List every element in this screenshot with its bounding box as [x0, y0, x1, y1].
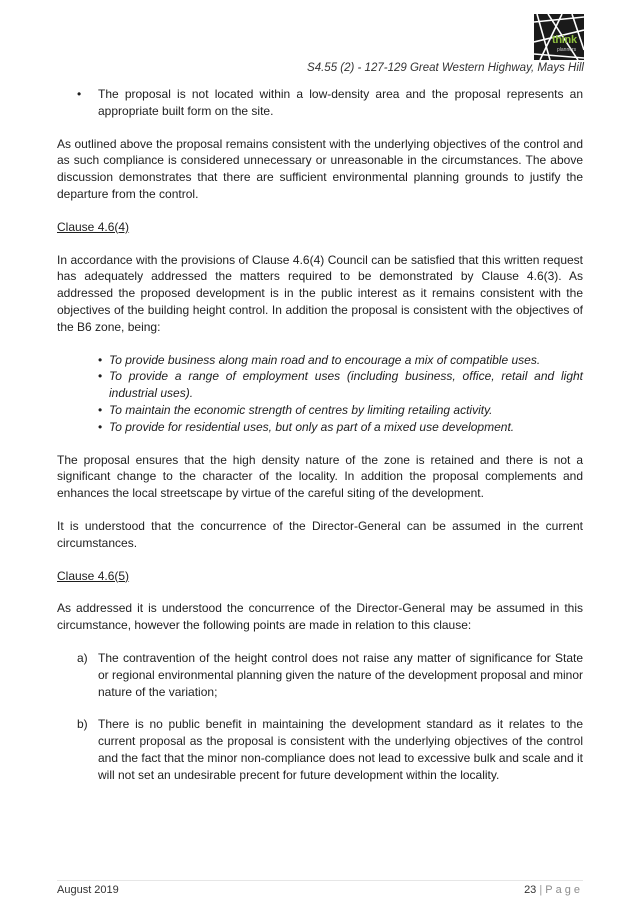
objective-item: • To provide business along main road and to encourage a mix of compatible uses. — [98, 352, 541, 367]
page-content — [57, 86, 583, 784]
bullet-icon: • — [98, 369, 103, 384]
page-label: Page — [545, 884, 583, 896]
objective-item: • To maintain the economic strength of centres by limiting retailing activity. — [98, 402, 493, 417]
point-text: The contravention of the height control does not raise any matter of significance for State or regional environmental planning given the nature of the development proposal and minor nature of the variation; — [98, 650, 583, 699]
point-item — [57, 716, 583, 783]
bullet-icon: • — [77, 87, 82, 101]
objective-item: • To provide for residential uses, but only as part of a mixed use development. — [98, 419, 515, 434]
point-item — [57, 650, 583, 700]
bullet-icon: • — [98, 352, 103, 367]
objective-item: • To provide a range of employment uses (including business, office, retail and light industrial uses). — [98, 369, 583, 401]
footer-date: August 2019 — [57, 884, 119, 896]
page-number: 23 — [524, 884, 537, 896]
bullet-icon: • — [98, 402, 103, 417]
heading-clause-4-6-4: Clause 4.6(4) — [57, 219, 130, 234]
heading-clause-4-6-5: Clause 4.6(5) — [57, 568, 130, 583]
bullet-icon: • — [98, 419, 103, 434]
paragraph-concurrence: It is understood that the concurrence of the Director-General can be assumed in the current circumstances. — [57, 518, 583, 550]
paragraph-outline: As outlined above the proposal remains consistent with the underlying objectives of the control and as such compliance is considered unnecessary or unreasonable in the circumstances. The above discussion demonstrates that there are sufficient environmental planning grounds to justify the departure from the control. — [57, 136, 583, 201]
think-planners-logo — [534, 14, 584, 60]
logo-word: think — [552, 34, 577, 46]
page-separator: | — [539, 884, 543, 896]
paragraph-clause-4-6-4: In accordance with the provisions of Clause 4.6(4) Council can be satisfied that this written request has adequately addressed the matters required to be demonstrated by Clause 4.6(3). As addressed the proposed development is in the public interest as it remains consistent with the objectives of the building height control. In addition the proposal is consistent with the objectives of the B6 zone, being: — [57, 252, 583, 334]
page-footer — [57, 880, 583, 902]
bullet-text: The proposal is not located within a low-density area and the proposal represents an appropriate built form on the site. — [98, 87, 583, 118]
point-marker: a) — [77, 650, 88, 665]
point-text: There is no public benefit in maintaining the development standard as it relates to the current proposal as the proposal is consistent with the underlying objectives of the control and the fact that the minor non-compliance does not lead to excessive bulk and scale and it will not set an undesirable precent for future development within the locality. — [98, 717, 583, 782]
document-reference: S4.55 (2) - 127-129 Great Western Highway, Mays Hill — [307, 62, 584, 74]
zone-objectives-list — [57, 352, 583, 436]
logo-subtitle: planners — [557, 47, 577, 53]
point-marker: b) — [77, 717, 88, 732]
bullet-item — [57, 86, 583, 120]
paragraph-clause-4-6-5: As addressed it is understood the concurrence of the Director-General may be assumed in this circumstance, however the following points are made in relation to this clause: — [57, 601, 583, 633]
footer-page — [524, 884, 583, 896]
paragraph-density: The proposal ensures that the high density nature of the zone is retained and there is not a significant change to the character of the locality. In addition the proposal complements and enhances the local streetscape by virtue of the careful siting of the development. — [57, 452, 583, 501]
